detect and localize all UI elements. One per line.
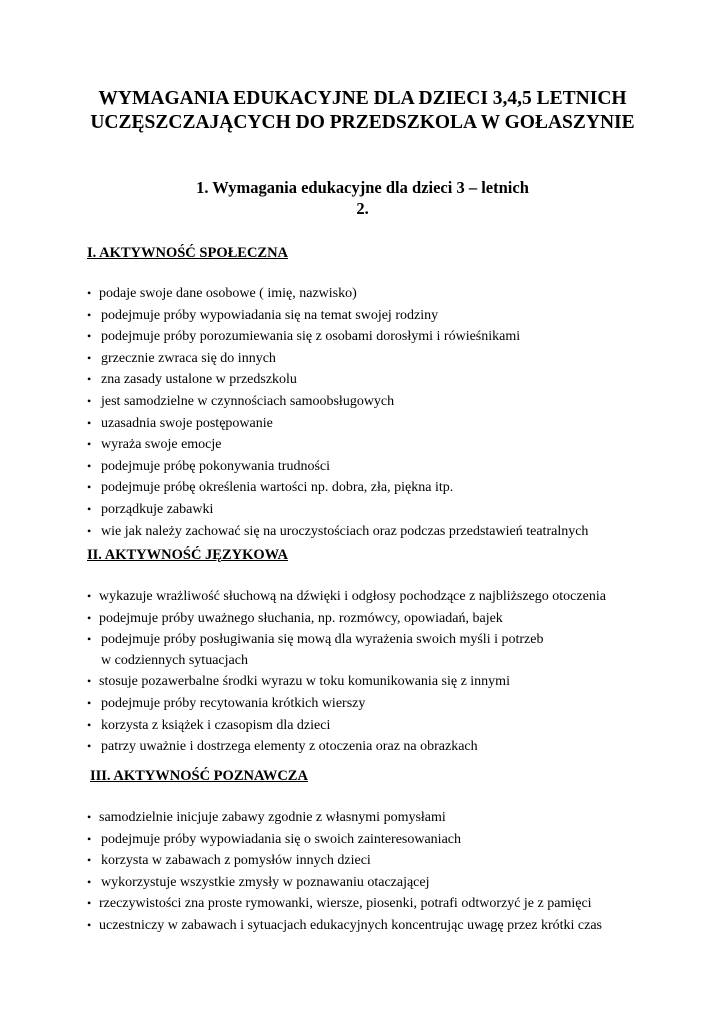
list-item-text: grzecznie zwraca się do innych	[101, 350, 276, 366]
bullet-icon: •	[87, 415, 92, 430]
bullet-icon: •	[87, 458, 92, 473]
list-item-text: podaje swoje dane osobowe ( imię, nazwisko)	[99, 286, 357, 301]
bullet-icon: •	[87, 610, 92, 625]
list-item-text: uczestniczy w zabawach i sytuacjach edukacyjnych koncentrując uwagę przez krótki czas	[99, 917, 602, 933]
list-item-text: samodzielnie inicjuje zabawy zgodnie z własnymi pomysłami	[99, 810, 446, 825]
list-item-text: podejmuje próby posługiwania się mową dla wyrażenia swoich myśli i potrzeb	[101, 632, 544, 648]
list-item	[87, 915, 602, 937]
bullet-icon: •	[87, 307, 92, 322]
list-item	[87, 369, 588, 391]
bullet-icon: •	[87, 286, 92, 300]
list-item	[87, 456, 588, 478]
list-item	[87, 305, 588, 327]
bullet-icon: •	[87, 393, 92, 408]
bullet-icon: •	[87, 695, 92, 710]
list-item	[87, 693, 606, 715]
list-item	[87, 736, 606, 758]
list-item	[87, 893, 602, 915]
list-item-continuation: w codziennych sytuacjach	[101, 652, 248, 668]
list-item	[87, 671, 606, 693]
bullet-icon: •	[87, 372, 92, 387]
list-item-text: podejmuje próbę pokonywania trudności	[101, 458, 331, 474]
list-item-text: patrzy uważnie i dostrzega elementy z otoczenia oraz na obrazkach	[101, 739, 478, 755]
bullet-icon: •	[87, 674, 92, 689]
list-item	[87, 608, 606, 630]
list-item	[87, 391, 588, 413]
bullet-icon: •	[87, 523, 92, 538]
list-item	[87, 283, 588, 305]
bullet-icon: •	[87, 632, 92, 647]
section-list-social	[87, 283, 588, 542]
list-item	[87, 348, 588, 370]
list-item-text: stosuje pozawerbalne środki wyrazu w toku komunikowania się z innymi	[99, 674, 510, 690]
bullet-icon: •	[87, 717, 92, 732]
bullet-icon: •	[87, 501, 92, 516]
list-item-text: zna zasady ustalone w przedszkolu	[101, 372, 297, 388]
list-item-text: podejmuje próbę określenia wartości np. dobra, zła, piękna itp.	[101, 480, 454, 496]
section-list-language	[87, 586, 606, 758]
bullet-icon: •	[87, 831, 92, 846]
bullet-icon: •	[87, 917, 92, 932]
list-item-text: podejmuje próby wypowiadania się o swoich zainteresowaniach	[101, 831, 462, 847]
list-item-text: wykazuje wrażliwość słuchową na dźwięki i odgłosy pochodzące z najbliższego otoczenia	[99, 589, 606, 604]
section-heading-cognitive: III. AKTYWNOŚĆ POZNAWCZA	[90, 768, 308, 784]
list-item-text: jest samodzielne w czynnościach samoobsługowych	[101, 393, 395, 409]
bullet-icon: •	[87, 437, 92, 452]
list-item-text: korzysta z książek i czasopism dla dzieci	[101, 717, 331, 733]
list-item	[87, 715, 606, 737]
list-item-text: wie jak należy zachować się na uroczystościach oraz podczas przedstawień teatralnych	[101, 523, 589, 539]
bullet-icon: •	[87, 874, 92, 889]
list-item	[87, 499, 588, 521]
list-item-text: wykorzystuje wszystkie zmysły w poznawaniu otaczającej	[101, 874, 430, 890]
list-item	[87, 434, 588, 456]
list-item	[87, 521, 588, 543]
list-item-text: porządkuje zabawki	[101, 501, 214, 517]
bullet-icon: •	[87, 480, 92, 495]
bullet-icon: •	[87, 896, 92, 911]
document-title-line-1: WYMAGANIA EDUKACYJNE DLA DZIECI 3,4,5 LETNICH	[98, 88, 627, 109]
list-item-text: podejmuje próby recytowania krótkich wierszy	[101, 695, 366, 711]
bullet-icon: •	[87, 589, 92, 603]
subtitle-line-2: 2.	[356, 199, 369, 218]
section-heading-social: I. AKTYWNOŚĆ SPOŁECZNA	[87, 245, 289, 261]
list-item-text: podejmuje próby porozumiewania się z osobami dorosłymi i rówieśnikami	[101, 329, 521, 345]
section-list-cognitive	[87, 807, 602, 937]
subtitle-line-1: 1. Wymagania edukacyjne dla dzieci 3 – letnich	[196, 178, 529, 197]
bullet-icon: •	[87, 853, 92, 868]
list-item	[87, 477, 588, 499]
list-item-text: podejmuje próby wypowiadania się na temat swojej rodziny	[101, 307, 439, 323]
bullet-icon: •	[87, 329, 92, 344]
list-item	[87, 413, 588, 435]
list-item	[87, 807, 602, 829]
list-item	[87, 629, 606, 671]
bullet-icon: •	[87, 350, 92, 365]
section-heading-language: II. AKTYWNOŚĆ JĘZYKOWA	[87, 547, 289, 563]
list-item-text: korzysta w zabawach z pomysłów innych dzieci	[101, 853, 371, 869]
document-title-line-2: UCZĘSZCZAJĄCYCH DO PRZEDSZKOLA W GOŁASZYNIE	[90, 112, 635, 133]
list-item	[87, 872, 602, 894]
list-item-text: rzeczywistości zna proste rymowanki, wiersze, piosenki, potrafi odtworzyć je z pamięci	[99, 896, 592, 912]
list-item-text: uzasadnia swoje postępowanie	[101, 415, 273, 431]
list-item-text: wyraża swoje emocje	[101, 437, 222, 453]
list-item	[87, 326, 588, 348]
list-item	[87, 829, 602, 851]
bullet-icon: •	[87, 739, 92, 754]
list-item	[87, 586, 606, 608]
list-item	[87, 850, 602, 872]
bullet-icon: •	[87, 810, 92, 824]
list-item-text: podejmuje próby uważnego słuchania, np. rozmówcy, opowiadań, bajek	[99, 610, 503, 626]
